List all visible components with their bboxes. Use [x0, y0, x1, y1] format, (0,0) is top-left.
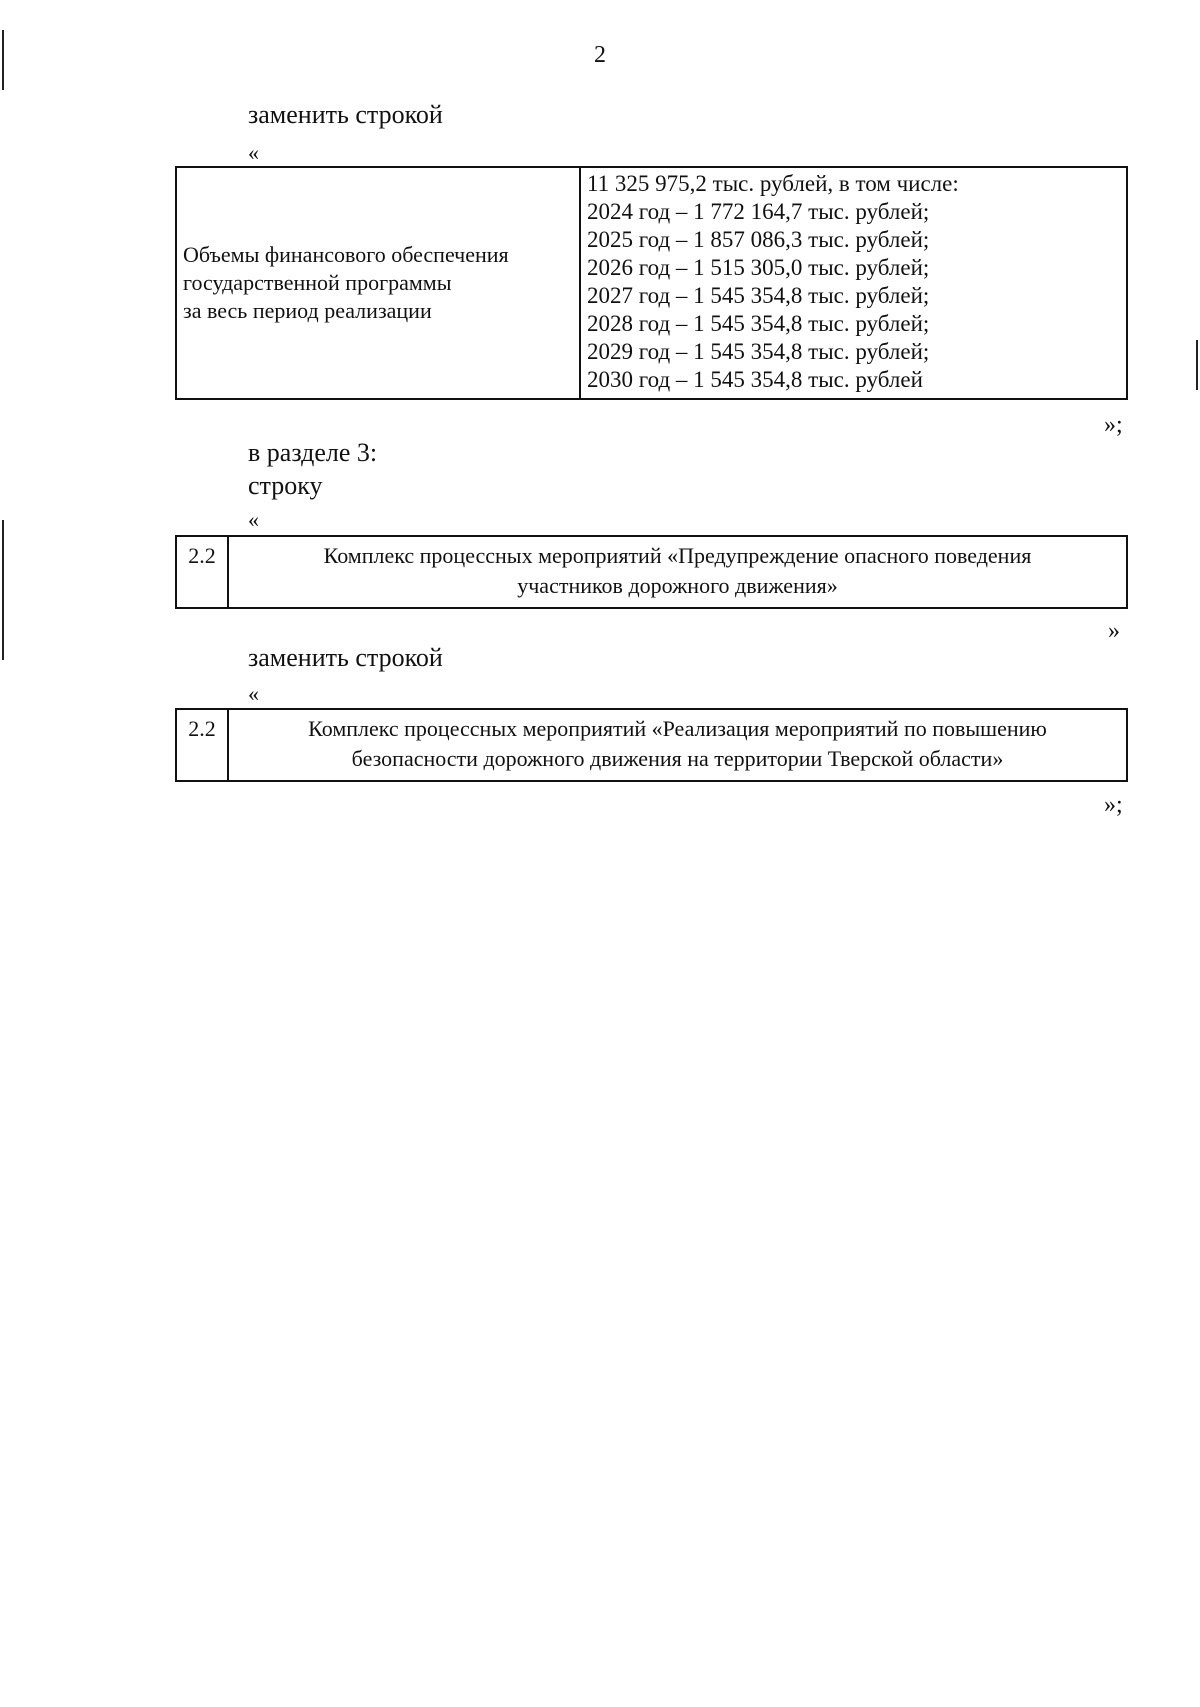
- funding-year-2024: 2024 год – 1 772 164,7 тыс. рублей;: [587, 199, 930, 224]
- funding-table: [175, 166, 1128, 400]
- quote-open-3: «: [248, 681, 259, 706]
- quote-close-2: »: [1108, 618, 1120, 644]
- funding-total: 11 325 975,2 тыс. рублей, в том числе:: [587, 171, 959, 196]
- funding-label-line: государственной программы: [183, 270, 452, 295]
- new-row-title: [228, 709, 1127, 781]
- funding-label-line: за весь период реализации: [183, 298, 432, 323]
- funding-year-2027: 2027 год – 1 545 354,8 тыс. рублей;: [587, 283, 930, 308]
- new-row-number: 2.2: [176, 709, 228, 781]
- new-row-title-line: Комплекс процессных мероприятий «Реализация мероприятий по повышению: [308, 716, 1047, 741]
- row-instruction: строку: [248, 471, 323, 500]
- old-row-title-line: участников дорожного движения»: [517, 573, 838, 598]
- funding-year-2029: 2029 год – 1 545 354,8 тыс. рублей;: [587, 339, 930, 364]
- old-row-title-line: Комплекс процессных мероприятий «Предупреждение опасного поведения: [323, 543, 1032, 568]
- scan-edge-mark: [2, 520, 4, 660]
- replace-instruction-2: заменить строкой: [248, 643, 443, 672]
- quote-open-1: «: [248, 140, 259, 165]
- replace-instruction-1: заменить строкой: [248, 100, 443, 129]
- old-row-number: 2.2: [176, 536, 228, 608]
- funding-year-2030: 2030 год – 1 545 354,8 тыс. рублей: [587, 367, 923, 392]
- quote-close-1: »;: [1104, 412, 1123, 438]
- quote-close-3: »;: [1104, 792, 1123, 818]
- funding-values-cell: [580, 167, 1127, 399]
- section-heading: в разделе 3:: [248, 438, 378, 467]
- page-number: 2: [594, 42, 606, 68]
- funding-year-2025: 2025 год – 1 857 086,3 тыс. рублей;: [587, 227, 930, 252]
- old-row-table: [175, 535, 1128, 609]
- funding-year-2026: 2026 год – 1 515 305,0 тыс. рублей;: [587, 255, 930, 280]
- funding-year-2028: 2028 год – 1 545 354,8 тыс. рублей;: [587, 311, 930, 336]
- scan-edge-mark: [1196, 340, 1198, 390]
- new-row-table: [175, 708, 1128, 782]
- quote-open-2: «: [248, 507, 259, 532]
- funding-label-cell: [176, 167, 580, 399]
- new-row-title-line: безопасности дорожного движения на территории Тверской области»: [351, 746, 1004, 771]
- old-row-title: [228, 536, 1127, 608]
- funding-label-line: Объемы финансового обеспечения: [183, 242, 509, 267]
